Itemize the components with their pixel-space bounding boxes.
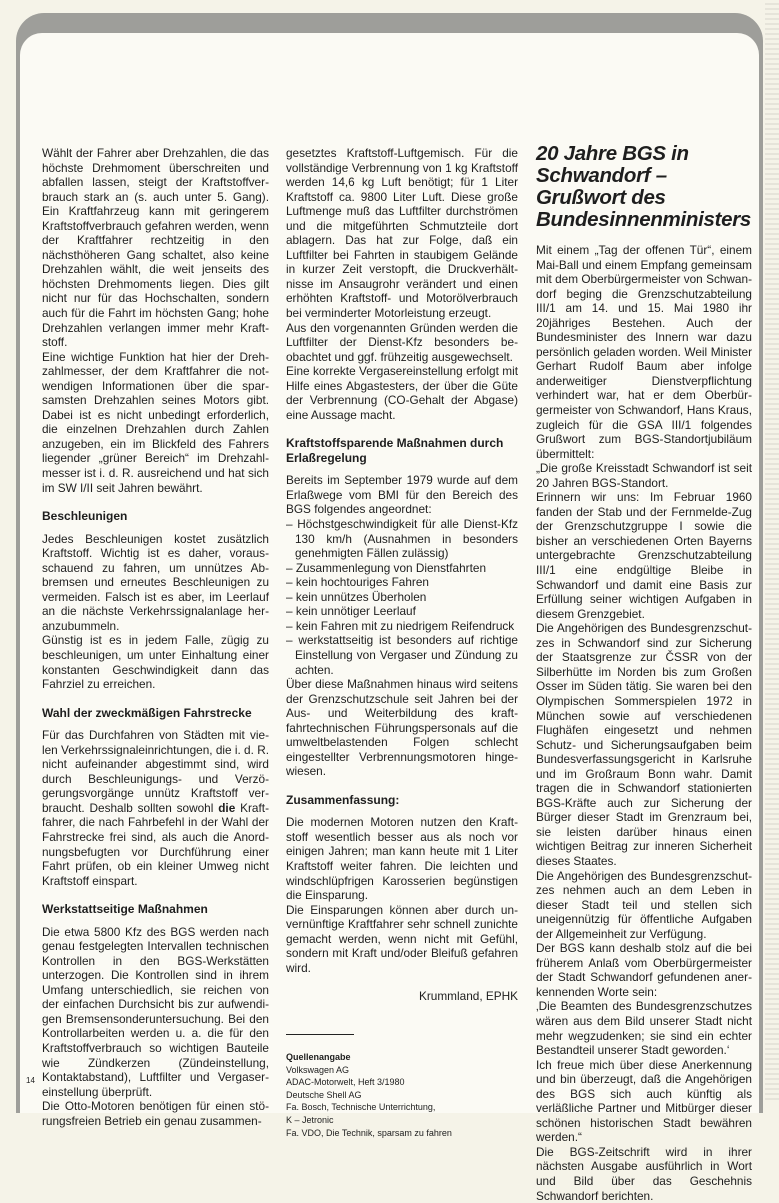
list-item: – kein unnützes Überholen: [286, 589, 427, 604]
paragraph: Die Angehörigen des Bundesgrenzschutzes in Schwandorf sind zur Sicherung der Staatsgrenze zur ČSSR von der Silberhütte im Norden bis zum Großen Osser im Süden tätig. Sie waren bei den Olympischen Sommerspielen 1972 in München sowie auf verschiedenen Flughäfen eingesetzt und nehmen Schutz- und Sicherungsaufgaben beim Bundesverfassungsgericht in Karlsruhe und im Großraum Bonn wahr. Damit tragen die in Schwandorf stationierten BGS-Kräfte auch zur Sicherung der Bürger dieser Stadt im Grenzraum bei, sie leisten darüber hinaus einen wichtigen Beitrag zur inneren Sicherheit dieses Staates.: [536, 621, 752, 868]
section-heading: Werkstattseitige Maßnahmen: [42, 902, 208, 917]
divider: [286, 1034, 354, 1035]
paragraph: gesetztes Kraftstoff-Luftgemisch. Für die vollständige Verbrennung von 1 kg Kraftstoff werden 14,6 kg Luft benötigt; für 1 Liter Kraftstoff ca. 9800 Liter Luft. Diese große Luftmenge muß das Luftfilter durchströmen und die mitgeführten Schmutzteile dort ablagern. Das hat zur Folge, daß ein Luftfilter bei Fahrten in staubigem Gelände in kurzer Zeit verstopft, die Druckverhältnisse im Ansaugrohr verändert und einen erhöhten Kraftstoff- und Motorölverbrauch bei verminderter Motorleistung erzeugt.: [286, 146, 518, 321]
paragraph: Jedes Beschleunigen kostet zusätzlich Kraftstoff. Wichtig ist es daher, vorausschauend zu fahren, um unnützes Abbremsen und erneutes Beschleunigen zu vermeiden. Falsch ist es aber, im Leerlauf an die nächste Verkehrssignalanlage heranzubummeln.: [42, 531, 269, 633]
bold-text: die: [218, 800, 236, 815]
paragraph: Eine wichtige Funktion hat hier der Drehzahlmesser, der dem Kraftfahrer die notwendigen Informationen über die sparsamsten Drehzahlen seines Motors gibt. Dabei ist es nicht unbedingt erforderlich, die einzelnen Drehzahlen durch Zahlen anzugeben, ein im Blickfeld des Fahrers liegender „grüner Bereich“ im Drehzahlmesser ist i. d. R. ausreichend und hat sich im SW I/II seit Jahren bewährt.: [42, 349, 269, 495]
paragraph: Über diese Maßnahmen hinaus wird seitens der Grenzschutzschule seit Jahren bei der Aus- und Weiterbildung des kraftfahrtechnischen Führungspersonals auf die umweltbelastenden Folgen schlecht eingestellter Verbrennungsmotoren hingewiesen.: [286, 677, 518, 779]
sources: [286, 1051, 518, 1139]
sources-title: Quellenangabe: [286, 1051, 351, 1062]
paragraph: Die BGS-Zeitschrift wird in ihrer nächsten Ausgabe ausführlich in Wort und Bild über das Geschehnis Schwandorf berichten.: [536, 1144, 752, 1203]
paragraph: [42, 728, 269, 888]
paragraph: Ich freue mich über diese Anerkennung und bin überzeugt, daß die Angehörigen des BGS sich auch künftig als verläßliche Partner und Mitbürger dieser schönen historischen Stadt bewähren werden.“: [536, 1057, 752, 1145]
measures-list: [286, 517, 518, 677]
text: Für das Durchfahren von Städten mit vielen Verkehrssignaleinrichtungen, die i. d. R. nicht aufeinander abgestimmt sind, wird durch Beschleunigungs- und Verzögerungsvorgänge unnütz Kraftstoff verbraucht. Deshalb sollten sowohl: [42, 728, 269, 815]
source-item: Volkswagen AG: [286, 1064, 350, 1075]
column-1: [42, 146, 269, 1128]
paragraph: Bereits im September 1979 wurde auf dem Erlaßwege vom BMI für den Bereich des BGS folgendes angeordnet:: [286, 473, 518, 517]
paragraph: Die Einsparungen können aber durch unvernünftige Kraftfahrer sehr schnell zunichte gemacht werden, wenn nicht mit Gefühl, sondern mit Kraft und/oder Bleifuß gefahren wird.: [286, 902, 518, 975]
column-2: [286, 146, 518, 1139]
list-item: – kein unnötiger Leerlauf: [286, 604, 416, 619]
page-number: 14: [26, 1076, 35, 1085]
paragraph: Erinnern wir uns: Im Februar 1960 fanden der Stab und der Fernmelde-Zug der Grenzschutzgruppe I sowie die bisher an verschiedenen Orten Bayerns untergebrachte Grenzschutzabteilung III/1 eine endgültige Bleibe in Schwandorf und damit eine Basis zur Erfüllung seiner wichtigen Aufgaben in diesem Grenzgebiet.: [536, 490, 752, 621]
section-heading: Zusammenfassung:: [286, 792, 400, 807]
paragraph: Die Angehörigen des Bundesgrenzschutzes nehmen auch an dem Leben in dieser Stadt teil und stellen sich uneigennützig für öffentliche Aufgaben der Allgemeinheit zur Verfügung.: [536, 868, 752, 941]
section-heading: Beschleunigen: [42, 509, 128, 524]
paragraph: Wählt der Fahrer aber Drehzahlen, die das höchste Drehmoment überschreiten und abfallen lassen, steigt der Kraftstoffverbrauch stark an (s. auch unter 5. Gang). Ein Kraftfahrzeug kann mit geringerem Kraftstoffverbrauch gefahren werden, wenn der Kraftfahrer rechtzeitig in den nächsthöheren Gang schaltet, also keine Drehzahlen wählt, die weit jenseits des höchsten Drehmoments liegen. Dies gilt nicht nur für das Hochschalten, sondern auch für die Fahrt im höchsten Gang; hohe Drehzahlen verlangen immer mehr Kraftstoff.: [42, 146, 269, 350]
source-item: Deutsche Shell AG: [286, 1089, 362, 1100]
author: Krummland, EPHK: [419, 989, 518, 1004]
list-item: – kein Fahren mit zu niedrigem Reifendruck: [286, 618, 515, 633]
paragraph: ‚Die Beamten des Bundesgrenzschutzes wären aus dem Bild unserer Stadt nicht mehr wegzudenken; sie sind ein echter Bestandteil unserer Stadt geworden.‘: [536, 999, 752, 1058]
source-item: Fa. VDO, Die Technik, sparsam zu fahren: [286, 1127, 452, 1138]
paragraph: Mit einem „Tag der offenen Tür“, einem Mai-Ball und einem Empfang gemeinsam mit dem Oberbürgermeister von Schwandorf beging die Grenzschutzabteilung III/1 am 14. und 15. Mai 1980 ihr 20jähriges Bestehen. Auch der Bundesminister des Innern war dazu persönlich geladen worden. Weil Minister Gerhart Rudolf Baum aber infolge anderweitiger Dienstverpflichtung verhindert war, hat er dem Oberbürgermeister von Schwandorf, Hans Kraus, zugleich für die GSA III/1 folgendes Grußwort zum BGS-Standortjubiläum übermittelt:: [536, 243, 752, 461]
paragraph: Aus den vorgenannten Gründen werden die Luftfilter der Dienst-Kfz besonders beobachtet und ggf. frühzeitig ausgewechselt.: [286, 320, 518, 364]
source-item: K – Jetronic: [286, 1114, 334, 1125]
section-heading: Kraftstoffsparende Maßnahmen durch Erlaßregelung: [286, 436, 504, 465]
paragraph: Die modernen Motoren nutzen den Kraftstoff wesentlich besser aus als noch vor einigen Jahren; man kann heute mit 1 Liter Kraftstoff weiter fahren. Die leichten und windschlüpfrigen Karosserien begünstigen die Einsparung.: [286, 815, 518, 903]
paragraph: „Die große Kreisstadt Schwandorf ist seit 20 Jahren BGS-Standort.: [536, 461, 752, 490]
paragraph: Die Otto-Motoren benötigen für einen störungsfreien Betrieb ein genau zusammen-: [42, 1099, 269, 1128]
list-item: – kein hochtouriges Fahren: [286, 575, 429, 590]
paragraph: Der BGS kann deshalb stolz auf die bei früherem Anlaß vom Oberbürgermeister der Stadt Schwandorf gefundenen anerkennenden Worte sein:: [536, 941, 752, 999]
source-item: Fa. Bosch, Technische Unterrichtung,: [286, 1102, 436, 1113]
scan-edge: [765, 0, 779, 1100]
column-3: [536, 143, 752, 1203]
list-item: – Zusammenlegung von Dienstfahrten: [286, 560, 487, 575]
source-item: ADAC-Motorwelt, Heft 3/1980: [286, 1077, 405, 1088]
paragraph: Eine korrekte Vergasereinstellung erfolgt mit Hilfe eines Abgastesters, der über die Güte der Verbrennung (CO-Gehalt der Abgase) eine Aussage macht.: [286, 364, 518, 422]
article-title: 20 Jahre BGS in Schwandorf – Grußwort des Bundesinnenministers: [536, 142, 751, 231]
list-item: – werkstattseitig ist besonders auf richtige Einstellung von Vergaser und Zündung zu achten.: [286, 633, 518, 677]
paragraph: Die etwa 5800 Kfz des BGS werden nach genau festgelegten Intervallen technischen Kontrollen in den BGS-Werkstätten unterzogen. Die Kontrollen sind in ihrem Umfang unterschiedlich, sie reichen von der einfachen Durchsicht bis zur aufwendigen Bremsensonderuntersuchung. Bei den Kontrollarbeiten werden u. a. die für den Kraftstoffverbrauch so wichtigen Bauteile wie Zündkerzen (Zündeinstellung, Kontaktabstand), Luftfilter und Vergasereinstellung überprüft.: [42, 924, 269, 1099]
list-item: – Höchstgeschwindigkeit für alle Dienst-Kfz 130 km/h (Ausnahmen in besonders genehmigten Fällen zulässig): [286, 517, 518, 561]
text: Kraftfahrer, die nach Fahrbefehl in der Wahl der Fahrstrecke frei sind, als auch die Anordnungsbefugten vor Durchführung einer Fahrt prüfen, ob ein kleiner Umweg nicht Kraftstoff einspart.: [42, 800, 269, 888]
section-heading: Wahl der zweckmäßigen Fahrstrecke: [42, 705, 252, 720]
paragraph: Günstig ist es in jedem Falle, zügig zu beschleunigen, um unter Einhaltung einer konstanten Geschwindigkeit dann das Fahrziel zu erreichen.: [42, 633, 269, 692]
